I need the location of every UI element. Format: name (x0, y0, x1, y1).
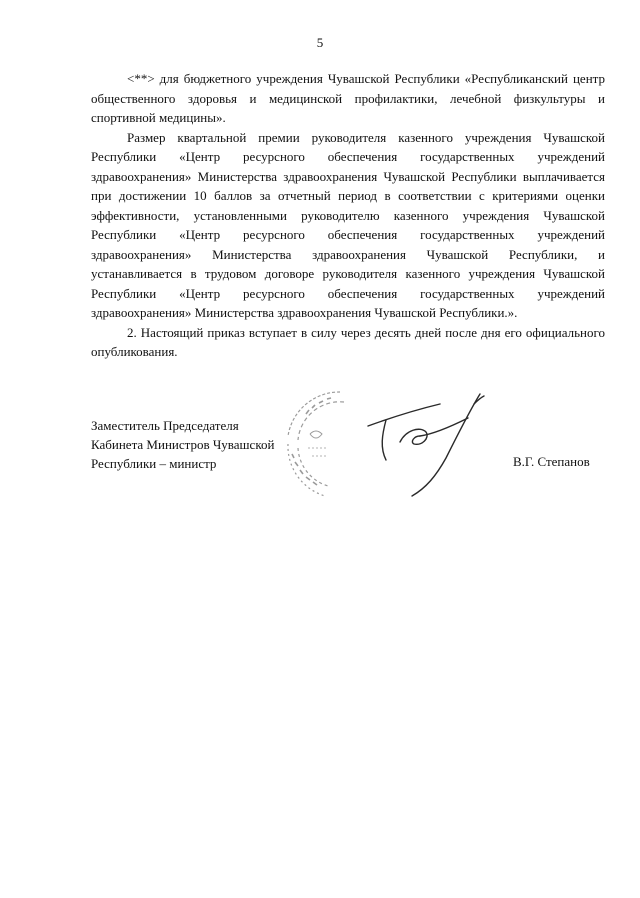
body-text (91, 69, 605, 362)
handwritten-signature-icon (360, 380, 510, 500)
page-number: 5 (316, 35, 324, 50)
signatory-title-line: Кабинета Министров Чувашской (91, 437, 275, 452)
signatory-title-line: Заместитель Председателя (91, 418, 239, 433)
signatory-name: В.Г. Степанов (513, 454, 590, 469)
signatory-title-line: Республики – министр (91, 456, 217, 471)
paragraph-effective-date: 2. Настоящий приказ вступает в силу через десять дней после дня его официального опубликования. (91, 324, 605, 359)
paragraph-footnote: <**> для бюджетного учреждения Чувашской Республики «Республиканский центр общественного здоровья и медицинской профилактики, лечебной физкультуры и спортивной медицины». (91, 71, 605, 125)
paragraph-bonus-conditions: Размер квартальной премии руководителя казенного учреждения Чувашской Республики «Центр ресурсного обеспечения государственных учреждений здравоохранения» Министерства здравоохранения Чувашской Республики выплачивается при достижении 10 баллов за отчетный период в соответствии с критериями оценки эффективности, установленными руководителю казенного учреждения Чувашской Республики «Центр ресурсного обеспечения государственных учреждений здравоохранения» Министерства здравоохранения Чувашской Республики, и устанавливается в трудовом договоре руководителя казенного учреждения Чувашской Республики «Центр ресурсного обеспечения государственных учреждений здравоохранения» Министерства здравоохранения Чувашской Республики.». (91, 129, 605, 320)
